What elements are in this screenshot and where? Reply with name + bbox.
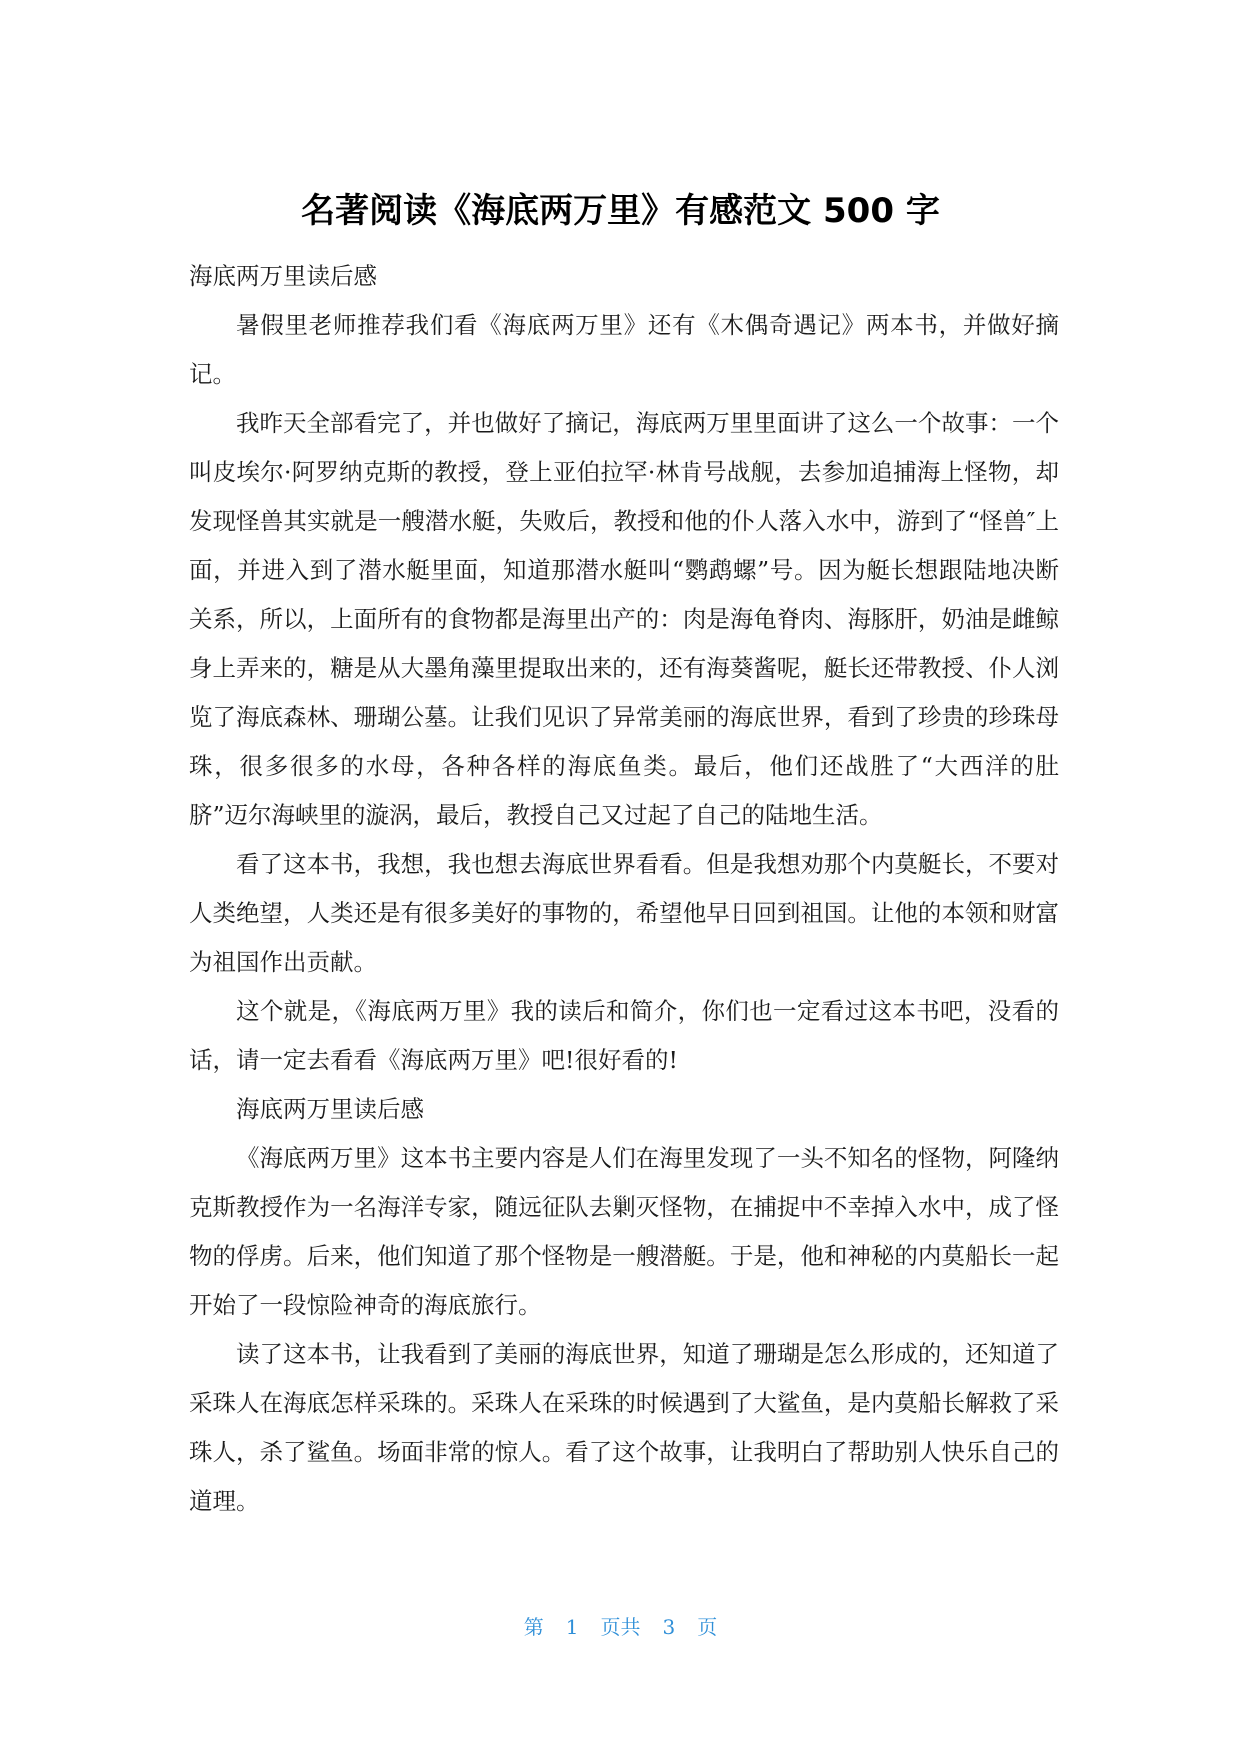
paragraph: 看了这本书，我想，我也想去海底世界看看。但是我想劝那个内莫艇长，不要对人类绝望，人类还是有很多美好的事物的，希望他早日回到祖国。让他的本领和财富为祖国作出贡献。 [189,850,1059,976]
current-page-number: 1 [565,1615,579,1639]
page-label-middle: 页共 [600,1615,641,1639]
paragraph: 《海底两万里》这本书主要内容是人们在海里发现了一头不知名的怪物，阿隆纳克斯教授作为一名海洋专家，随远征队去剿灭怪物，在捕捉中不幸掉入水中，成了怪物的俘虏。后来，他们知道了那个怪物是一艘潜艇。于是，他和神秘的内莫船长一起开始了一段惊险神奇的海底旅行。 [189,1144,1059,1319]
total-pages-number: 3 [662,1615,676,1639]
page-title: 名著阅读《海底两万里》有感范文 500 字 [301,191,940,231]
paragraph: 暑假里老师推荐我们看《海底两万里》还有《木偶奇遇记》两本书，并做好摘记。 [189,311,1059,388]
paragraph: 这个就是，《海底两万里》我的读后和简介，你们也一定看过这本书吧，没看的话，请一定去看看《海底两万里》吧!很好看的! [189,997,1059,1074]
section-heading: 海底两万里读后感 [236,1095,424,1123]
paragraph: 我昨天全部看完了，并也做好了摘记，海底两万里里面讲了这么一个故事：一个叫皮埃尔·阿罗纳克斯的教授，登上亚伯拉罕·林肯号战舰，去参加追捕海上怪物，却发现怪兽其实就是一艘潜水艇，失败后，教授和他的仆人落入水中，游到了“怪兽″上面，并进入到了潜水艇里面，知道那潜水艇叫“鹦鹉螺”号。因为艇长想跟陆地决断关系，所以，上面所有的食物都是海里出产的：肉是海龟脊肉、海豚肝，奶油是雌鲸身上弄来的，糖是从大墨角藻里提取出来的，还有海葵酱呢，艇长还带教授、仆人浏览了海底森林、珊瑚公墓。让我们见识了异常美丽的海底世界，看到了珍贵的珍珠母珠，很多很多的水母，各种各样的海底鱼类。最后，他们还战胜了“大西洋的肚脐”迈尔海峡里的漩涡，最后，教授自己又过起了自己的陆地生活。 [189,409,1059,829]
section-heading: 海底两万里读后感 [189,262,377,290]
page-footer [0,1612,1241,1642]
page-label-suffix: 页 [697,1615,718,1639]
paragraph: 读了这本书，让我看到了美丽的海底世界，知道了珊瑚是怎么形成的，还知道了采珠人在海底怎样采珠的。采珠人在采珠的时候遇到了大鲨鱼，是内莫船长解救了采珠人，杀了鲨鱼。场面非常的惊人。看了这个故事，让我明白了帮助别人快乐自己的道理。 [189,1340,1059,1515]
page-label-prefix: 第 [523,1615,544,1639]
document-body [189,252,1059,1526]
